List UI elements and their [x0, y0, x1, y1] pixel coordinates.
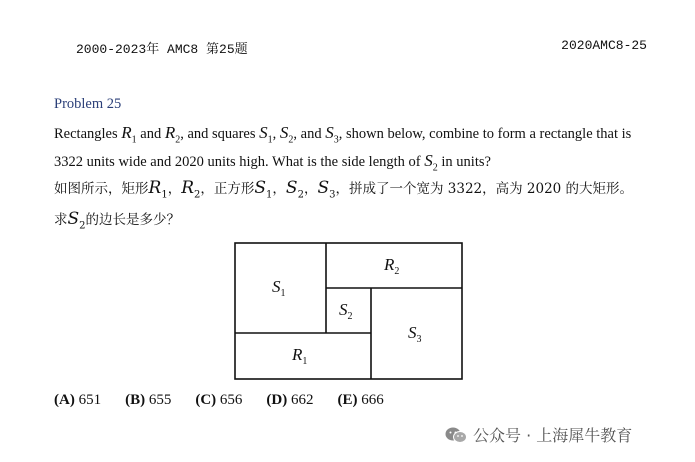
problem-statement-en: Rectangles $R_1$ and $R_2$, and squares $S_1$, $S_2$, and $S_3$, shown below, combine to form a rectangle that is 3322 units wide and 2020 units high. What is the side length of $S_2$ in units?: [54, 123, 632, 174]
label-s3: $S_3$: [408, 323, 422, 345]
answer-choices: [54, 392, 408, 409]
header-title: 2000-2023年 AMC8 第25题: [76, 42, 248, 57]
watermark-text: 公众号 · 上海犀牛教育: [473, 426, 633, 445]
problem-title: Problem 25: [54, 96, 122, 112]
choice-a[interactable]: (A) 651: [54, 392, 102, 408]
label-r1: $R_1$: [292, 345, 308, 367]
rectangle-figure: [232, 240, 468, 386]
label-r2: $R_2$: [384, 255, 400, 277]
header-code: 2020AMC8-25: [561, 38, 647, 53]
choice-e[interactable]: (E) 666: [337, 392, 384, 408]
watermark: [445, 423, 632, 446]
label-s1: $S_1$: [272, 277, 286, 299]
problem-statement-cn: 如图所示，矩形$R_1$，$R_2$，正方形$S_1$，$S_2$，$S_3$，拼成了一个宽为 3322，高为 2020 的大矩形。 求$S_2$的边长是多少？: [54, 178, 634, 232]
choice-b[interactable]: (B) 655: [125, 392, 172, 408]
label-s2: $S_2$: [339, 300, 353, 322]
choice-c[interactable]: (C) 656: [195, 392, 243, 408]
choice-d[interactable]: (D) 662: [266, 392, 314, 408]
wechat-icon: [445, 426, 467, 444]
